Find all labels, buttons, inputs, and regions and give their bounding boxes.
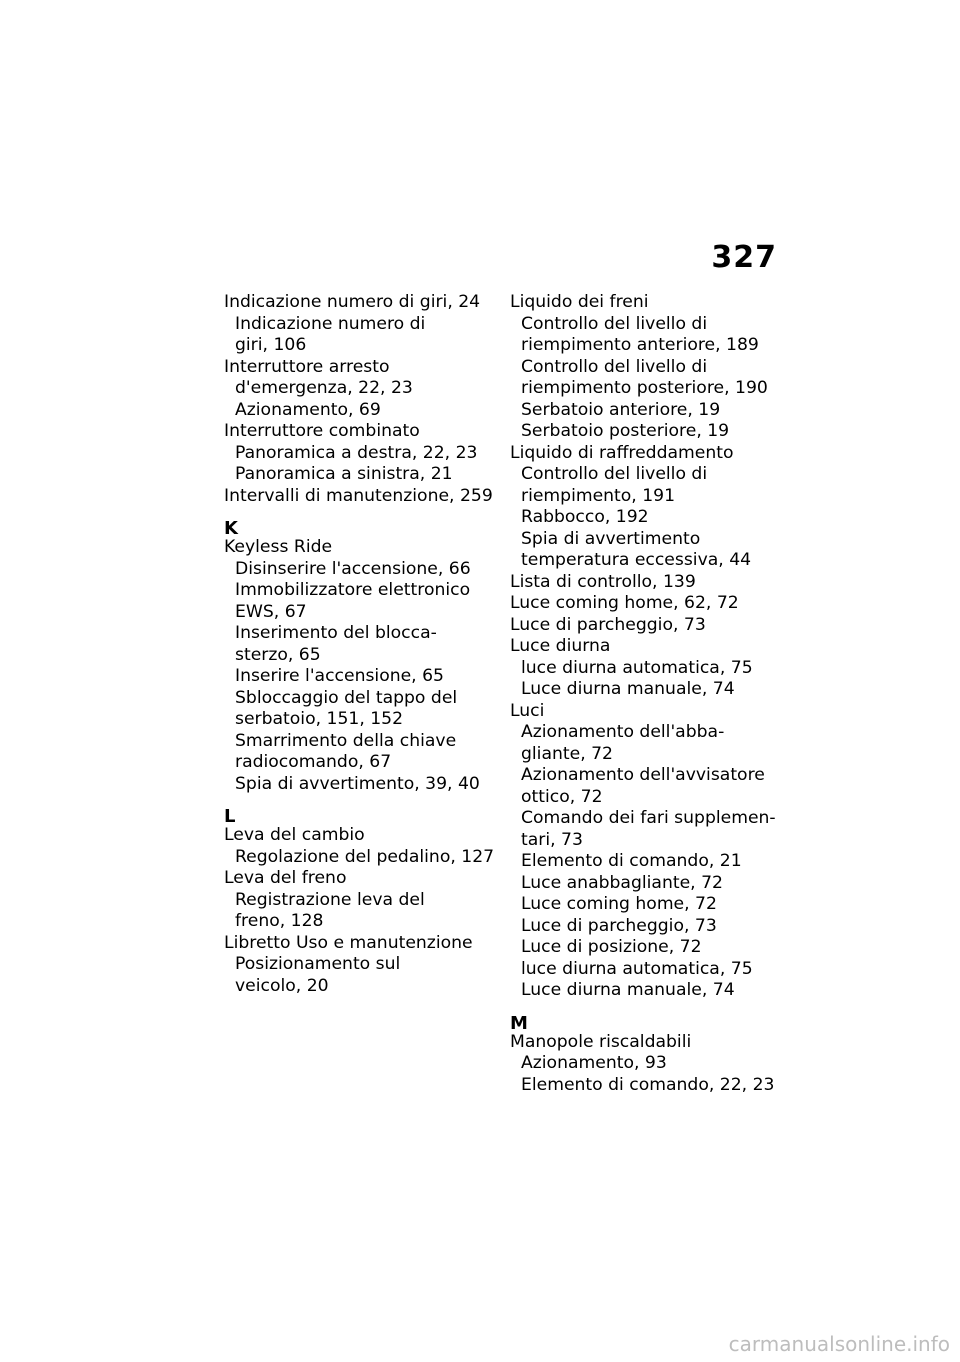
index-subentry-line: luce diurna automatica, 75 <box>521 657 753 678</box>
index-column-left <box>224 292 504 997</box>
index-subentry <box>510 464 782 507</box>
index-subentry-line: d'emergenza, 22, 23 <box>235 378 413 398</box>
index-entry: Liquido dei freni <box>510 292 649 312</box>
index-entry: Interruttore combinato <box>224 421 420 441</box>
index-entry: Luce di parcheggio, 73 <box>510 614 706 635</box>
index-subentry <box>510 421 782 443</box>
index-subentry-line: sterzo, 65 <box>235 644 321 665</box>
index-entry: Luce diurna <box>510 636 611 656</box>
index-subentry-line: Panoramica a sinistra, 21 <box>235 464 453 484</box>
index-subentry-line: Rabbocco, 192 <box>521 507 649 527</box>
index-subentry-line: Spia di avvertimento <box>521 528 701 549</box>
index-subentry-line: Controllo del livello di <box>521 464 708 484</box>
index-subentry <box>510 400 782 422</box>
index-subentry <box>510 937 782 959</box>
index-subentry-line: serbatoio, 151, 152 <box>235 709 404 729</box>
index-subentry-line: Luce coming home, 72 <box>521 894 717 914</box>
index-subentry-line: Disinserire l'accensione, 66 <box>235 558 471 579</box>
index-subentry-line: Sbloccaggio del tappo del <box>235 687 458 708</box>
index-subentry <box>510 658 782 680</box>
index-subentry-line: Inserire l'accensione, 65 <box>235 666 444 686</box>
index-subentry-line: Elemento di comando, 22, 23 <box>521 1074 775 1095</box>
index-subentry <box>224 314 504 357</box>
index-subentry <box>510 1053 782 1075</box>
index-subentry-line: temperatura eccessiva, 44 <box>521 550 752 570</box>
index-entry: Liquido di raffreddamento <box>510 442 734 463</box>
index-subentry-line: Registrazione leva del <box>235 889 425 910</box>
index-subentry-line: tari, 73 <box>521 829 583 850</box>
index-subentry-line: Serbatoio posteriore, 19 <box>521 421 730 441</box>
index-subentry-line: Luce di parcheggio, 73 <box>521 915 717 936</box>
index-subentry <box>510 873 782 895</box>
index-subentry-line: Immobilizzatore elettronico <box>235 580 471 600</box>
index-entry: Manopole riscaldabili <box>510 1031 692 1052</box>
index-subentry-line: Luce diurna manuale, 74 <box>521 679 735 699</box>
index-subentry-line: EWS, 67 <box>235 601 307 622</box>
index-subentry <box>510 357 782 400</box>
index-column-right <box>510 292 782 1096</box>
index-subentry <box>510 765 782 808</box>
index-subentry-line: Smarrimento della chiave <box>235 730 457 751</box>
index-subentry-line: luce diurna automatica, 75 <box>521 958 753 979</box>
index-subentry-line: veicolo, 20 <box>235 975 329 996</box>
index-entry: Interruttore arresto <box>224 356 390 377</box>
index-entry: Indicazione numero di giri, 24 <box>224 292 481 312</box>
index-subentry <box>510 1075 782 1097</box>
index-subentry-line: gliante, 72 <box>521 743 613 764</box>
index-subentry <box>224 443 504 465</box>
index-entry: Leva del cambio <box>224 825 365 845</box>
index-subentry <box>224 666 504 688</box>
index-entry: Keyless Ride <box>224 537 333 557</box>
index-subentry <box>510 507 782 529</box>
index-subentry-line: Elemento di comando, 21 <box>521 851 742 871</box>
index-subentry <box>510 314 782 357</box>
index-entry: Luci <box>510 700 545 721</box>
index-subentry-line: Serbatoio anteriore, 19 <box>521 399 721 420</box>
index-subentry-line: riempimento anteriore, 189 <box>521 335 759 355</box>
index-letter-heading: K <box>224 518 238 539</box>
index-subentry-line: Comando dei fari supplemen- <box>521 808 776 828</box>
index-entry: Luce coming home, 62, 72 <box>510 593 739 613</box>
index-subentry <box>510 679 782 701</box>
index-subentry <box>510 851 782 873</box>
index-subentry <box>224 774 504 796</box>
index-subentry-line: Azionamento, 69 <box>235 399 381 420</box>
index-subentry <box>224 731 504 774</box>
index-subentry-line: radiocomando, 67 <box>235 752 392 772</box>
index-subentry-line: riempimento, 191 <box>521 485 676 506</box>
index-letter-heading: L <box>224 806 236 827</box>
index-subentry <box>224 954 504 997</box>
index-subentry-line: Indicazione numero di <box>235 313 426 334</box>
index-subentry-line: Regolazione del pedalino, 127 <box>235 846 495 867</box>
index-subentry-line: Spia di avvertimento, 39, 40 <box>235 773 480 794</box>
index-subentry-line: Luce anabbagliante, 72 <box>521 872 723 893</box>
index-subentry <box>510 529 782 572</box>
index-subentry <box>510 916 782 938</box>
index-entry: Intervalli di manutenzione, 259 <box>224 485 493 506</box>
index-subentry-line: Azionamento dell'abba- <box>521 722 725 742</box>
index-subentry-line: giri, 106 <box>235 335 307 355</box>
index-subentry-line: Panoramica a destra, 22, 23 <box>235 442 478 463</box>
index-subentry <box>510 959 782 981</box>
index-subentry <box>224 890 504 933</box>
index-subentry <box>510 808 782 851</box>
index-subentry <box>224 847 504 869</box>
index-entry: Libretto Uso e manutenzione <box>224 932 473 953</box>
index-subentry-line: Azionamento, 93 <box>521 1053 667 1073</box>
index-subentry-line: Luce di posizione, 72 <box>521 937 702 957</box>
index-subentry <box>510 722 782 765</box>
index-subentry <box>224 688 504 731</box>
index-subentry <box>224 559 504 581</box>
index-subentry-line: ottico, 72 <box>521 786 603 807</box>
index-subentry-line: Azionamento dell'avvisatore <box>521 765 765 785</box>
page-number: 327 <box>711 240 777 275</box>
index-subentry <box>224 623 504 666</box>
watermark: carmanualsonline.info <box>728 1332 950 1356</box>
index-subentry-line: Controllo del livello di <box>521 313 708 334</box>
index-subentry-line: freno, 128 <box>235 911 324 931</box>
index-subentry-line: Luce diurna manuale, 74 <box>521 980 735 1000</box>
index-subentry-line: Inserimento del blocca- <box>235 623 437 643</box>
index-subentry <box>224 464 504 486</box>
index-subentry-line: Posizionamento sul <box>235 954 401 974</box>
index-entry: Lista di controllo, 139 <box>510 571 696 592</box>
index-letter-heading: M <box>510 1012 528 1034</box>
index-subentry <box>510 894 782 916</box>
index-subentry <box>510 980 782 1002</box>
index-subentry-line: Controllo del livello di <box>521 356 708 377</box>
index-subentry <box>224 400 504 422</box>
index-entry: Leva del freno <box>224 868 347 888</box>
index-subentry-line: riempimento posteriore, 190 <box>521 378 768 398</box>
index-subentry <box>224 580 504 623</box>
index-subentry <box>224 378 504 400</box>
